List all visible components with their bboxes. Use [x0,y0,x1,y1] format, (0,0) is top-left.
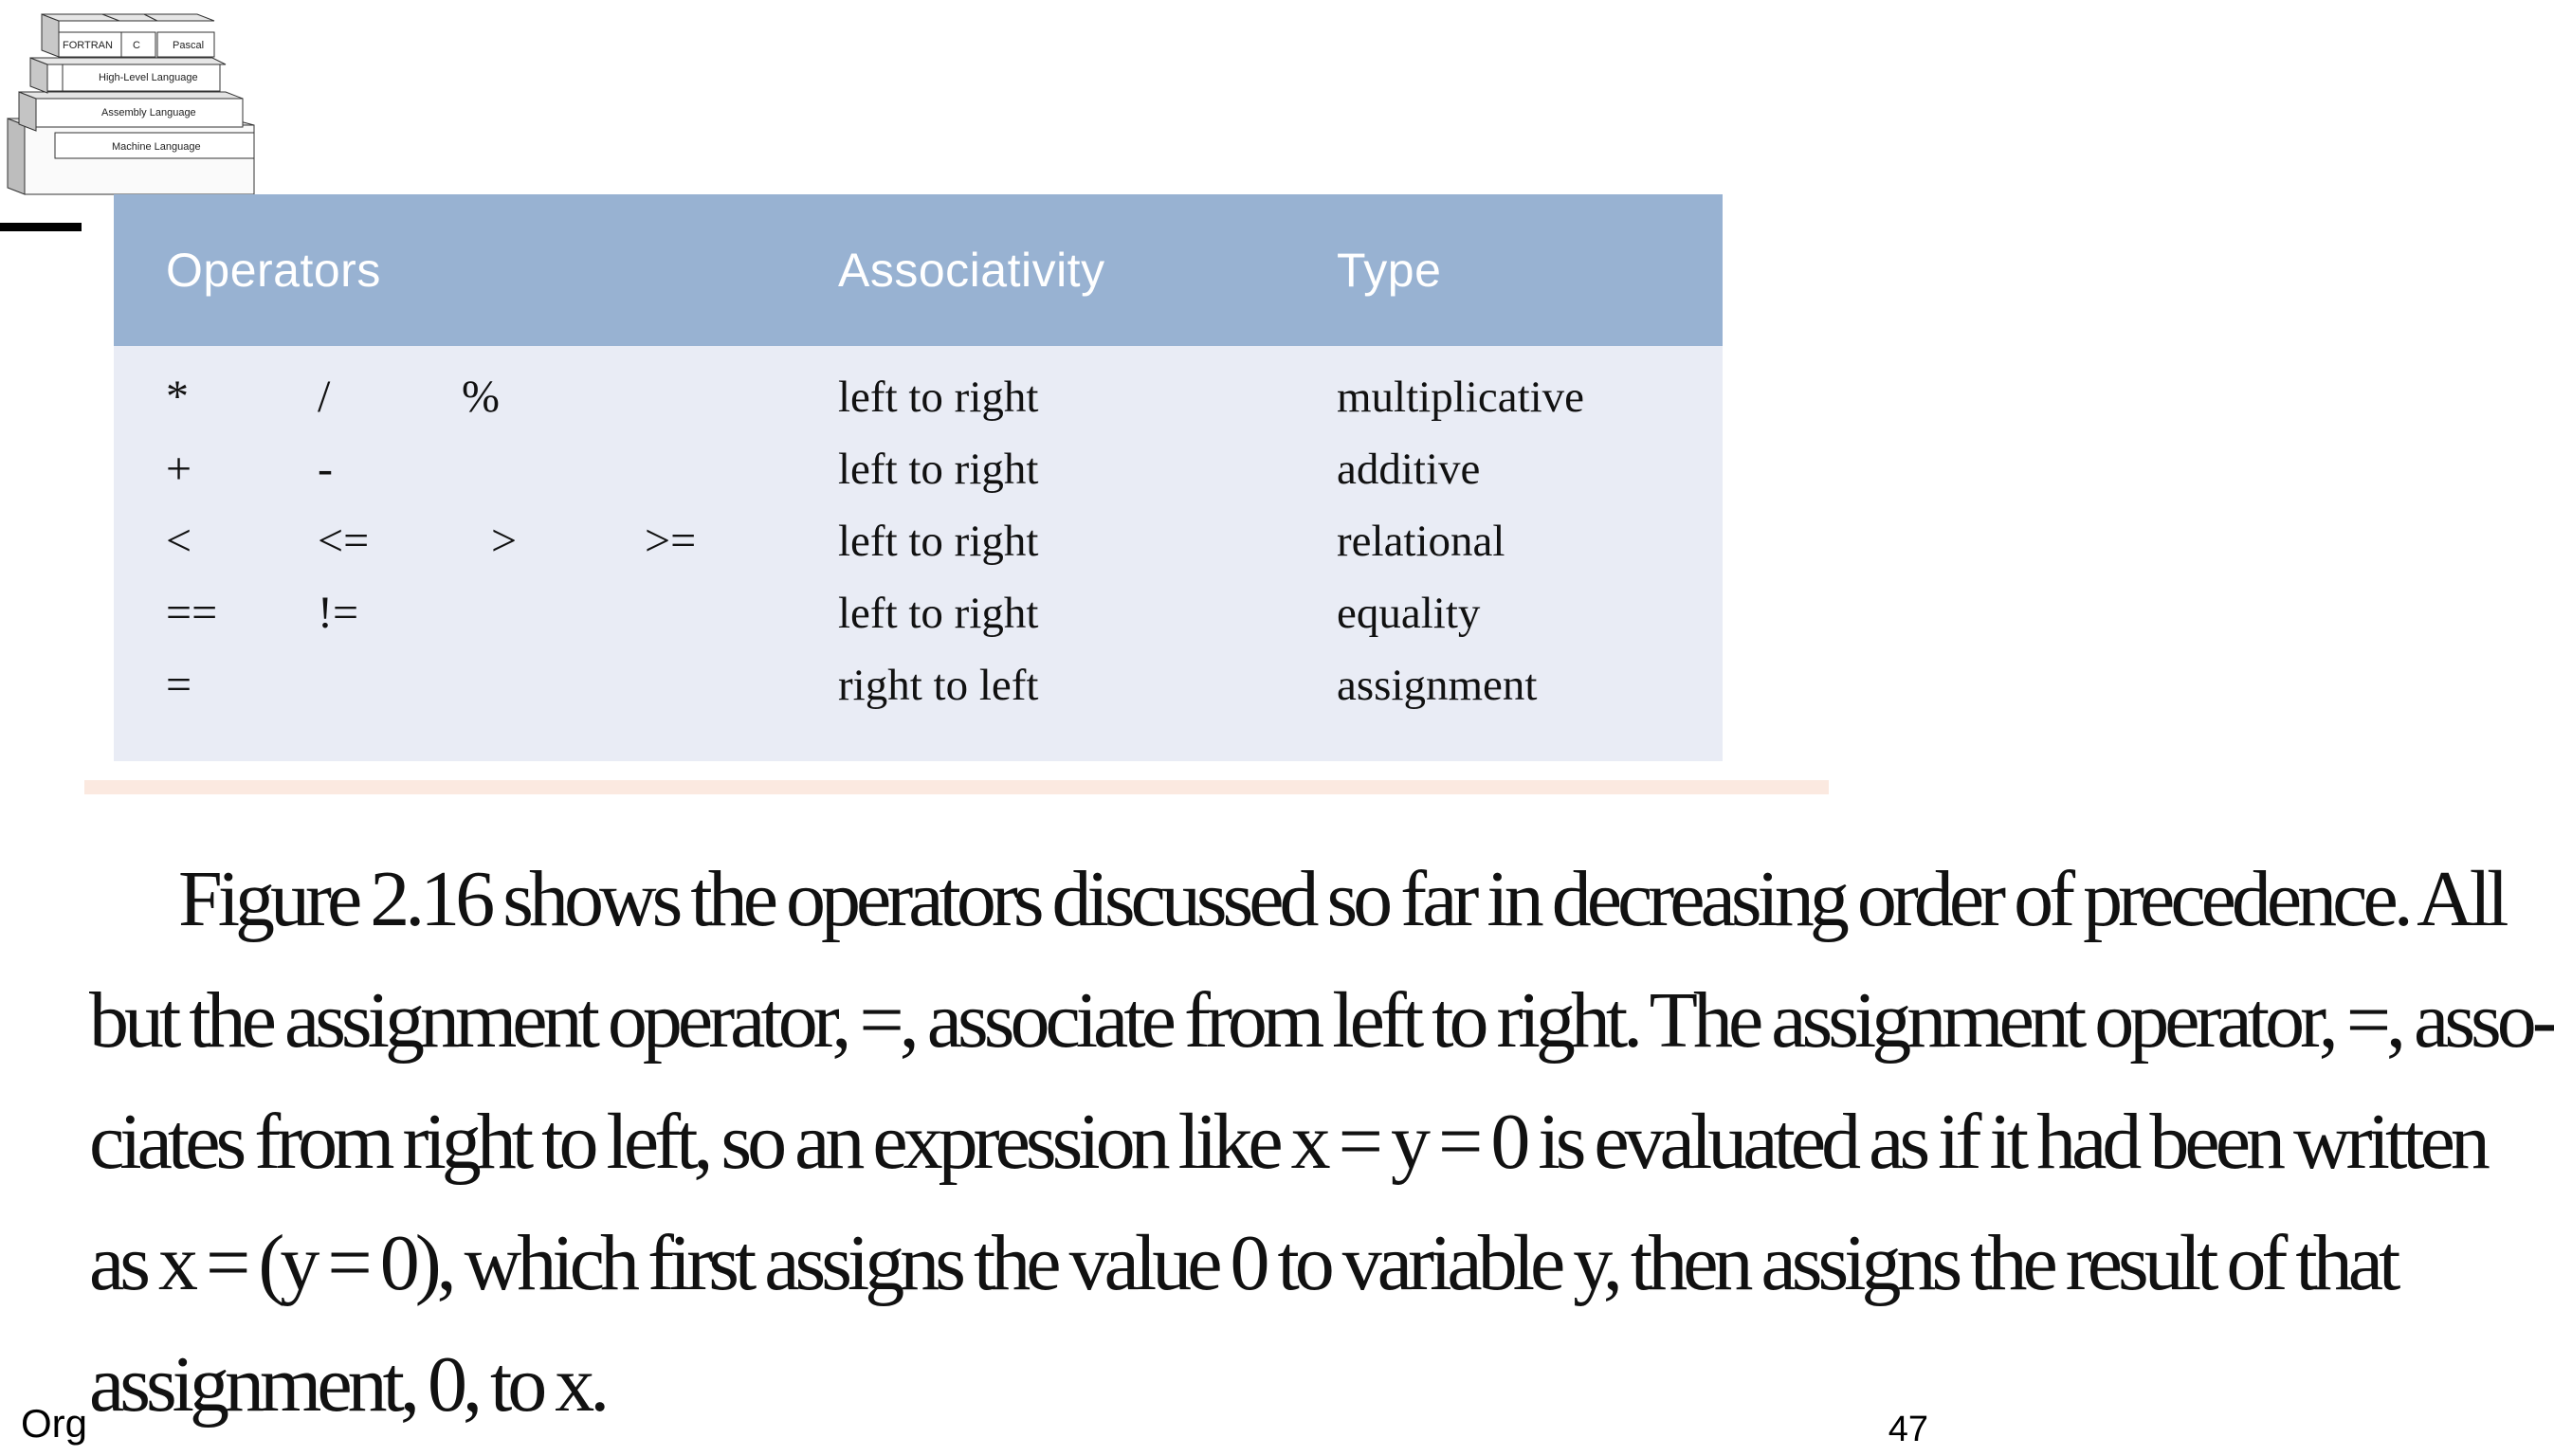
paragraph-line: but the assignment operator, =, associate from left to right. The assignment operator, =, asso- [89,976,2554,1065]
assembly-language-layer [19,92,243,131]
paragraph-line: assignment, 0, to x. [89,1340,606,1429]
operator-symbol: * [166,372,189,422]
table-row [114,361,1723,433]
operator-symbol: < [166,516,192,566]
operator-symbol: + [166,444,192,494]
table-row [114,649,1723,721]
header-type: Type [1337,244,1442,297]
top-language-blocks [42,14,214,57]
logo-layer-label: Pascal [173,40,205,51]
paragraph-line: Figure 2.16 shows the operators discussed so far in decreasing order of precedence. All [178,855,2505,943]
associativity-cell: left to right [838,445,1039,494]
language-layers-logo [0,0,284,204]
type-cell: assignment [1337,661,1538,710]
associativity-cell: right to left [838,661,1039,710]
header-rule [0,223,82,231]
header-associativity: Associativity [838,244,1105,297]
operator-symbol: / [318,372,331,422]
operator-symbol: <= [318,516,370,566]
table-row [114,577,1723,649]
high-level-language-layer [30,58,226,93]
operator-symbol: != [318,588,359,638]
associativity-cell: left to right [838,517,1039,566]
logo-layer-label: Machine Language [112,141,201,153]
logo-layer-label: C [133,40,140,51]
page-number: 47 [1888,1410,1928,1449]
operator-symbol: = [166,660,192,710]
footer-org-text: Org [21,1401,88,1446]
section-divider [84,780,1829,794]
operator-symbol: - [318,444,333,494]
operator-symbol: > [491,516,518,566]
associativity-cell: left to right [838,373,1039,422]
type-cell: additive [1337,445,1481,494]
table-row [114,505,1723,577]
type-cell: relational [1337,517,1505,566]
logo-layer-label: FORTRAN [63,40,113,51]
paragraph-line: as x = (y = 0), which first assigns the value 0 to variable y, then assigns the result of that [89,1219,2397,1307]
paragraph-line: ciates from right to left, so an expression like x = y = 0 is evaluated as if it had been written [89,1098,2486,1186]
header-operators: Operators [166,244,381,297]
operator-precedence-table [114,194,1723,761]
type-cell: multiplicative [1337,373,1585,422]
associativity-cell: left to right [838,589,1039,638]
type-cell: equality [1337,589,1481,638]
machine-language-layer [8,118,254,194]
operator-symbol: == [166,588,218,638]
operator-symbol: >= [645,516,697,566]
table-row [114,433,1723,505]
operator-symbol: % [462,372,500,422]
table-header [114,194,1723,346]
logo-layer-label: Assembly Language [101,107,196,118]
logo-layer-label: High-Level Language [99,72,198,83]
